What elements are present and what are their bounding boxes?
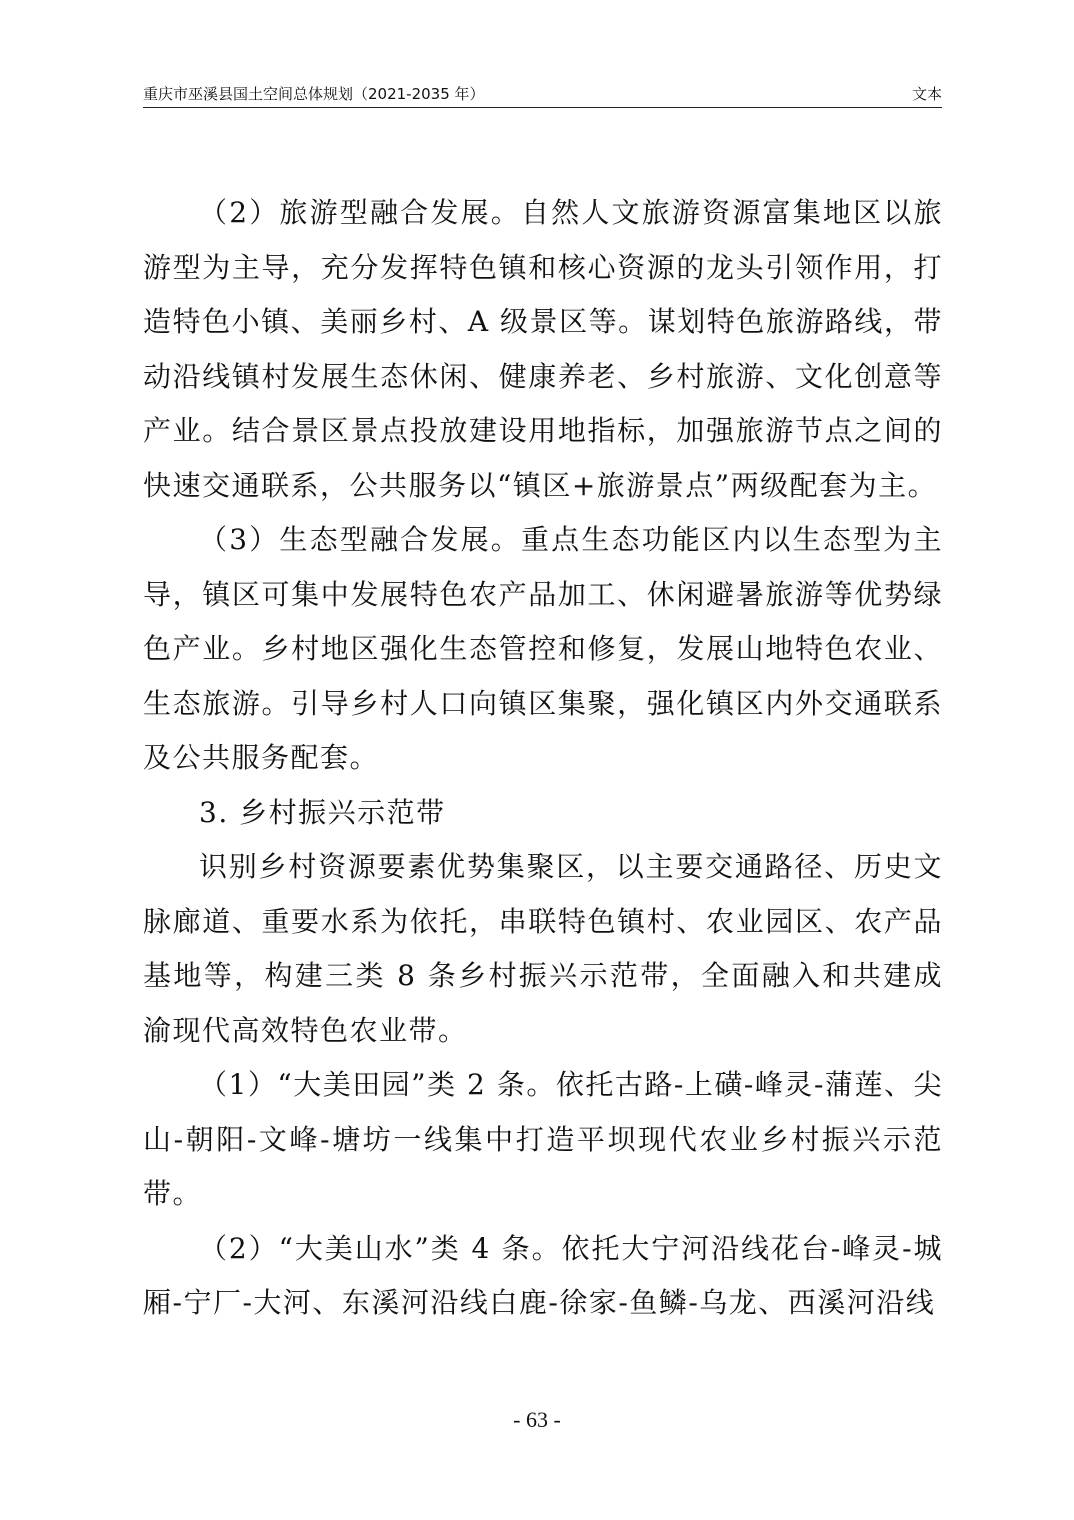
page-number: - 63 -: [513, 1407, 561, 1432]
paragraph-rural-resources: 识别乡村资源要素优势集聚区，以主要交通路径、历史文脉廊道、重要水系为依托，串联特色镇村、农业园区、农产品基地等，构建三类 8 条乡村振兴示范带，全面融入和共建成渝现代高效特色农业带。: [143, 850, 943, 1047]
page-header: [143, 78, 942, 108]
body-text: [143, 186, 943, 1331]
paragraph-beautiful-landscape: （2）“大美山水”类 4 条。依托大宁河沿线花台-峰灵-城厢-宁厂-大河、东溪河沿线白鹿-徐家-鱼鳞-乌龙、西溪河沿线: [143, 1231, 943, 1319]
paragraph-ecological-integration: （3）生态型融合发展。重点生态功能区内以生态型为主导，镇区可集中发展特色农产品加工、休闲避暑旅游等优势绿色产业。乡村地区强化生态管控和修复，发展山地特色农业、生态旅游。引导乡村人口向镇区集聚，强化镇区内外交通联系及公共服务配套。: [143, 523, 943, 774]
document-title: 重庆市巫溪县国土空间总体规划（2021-2035 年）: [143, 85, 485, 103]
document-type-label: 文本: [911, 85, 942, 103]
paragraph-beautiful-farmland: （1）“大美田园”类 2 条。依托古路-上磺-峰灵-蒲莲、尖山-朝阳-文峰-塘坊一线集中打造平坝现代农业乡村振兴示范带。: [143, 1068, 943, 1210]
section-heading-rural-revitalization-belt: 3. 乡村振兴示范带: [199, 795, 446, 829]
paragraph-tourism-integration: （2）旅游型融合发展。自然人文旅游资源富集地区以旅游型为主导，充分发挥特色镇和核心资源的龙头引领作用，打造特色小镇、美丽乡村、A 级景区等。谋划特色旅游路线，带动沿线镇村发展生态休闲、健康养老、乡村旅游、文化创意等产业。结合景区景点投放建设用地指标，加强旅游节点之间的快速交通联系，公共服务以“镇区+旅游景点”两级配套为主。: [143, 196, 943, 502]
